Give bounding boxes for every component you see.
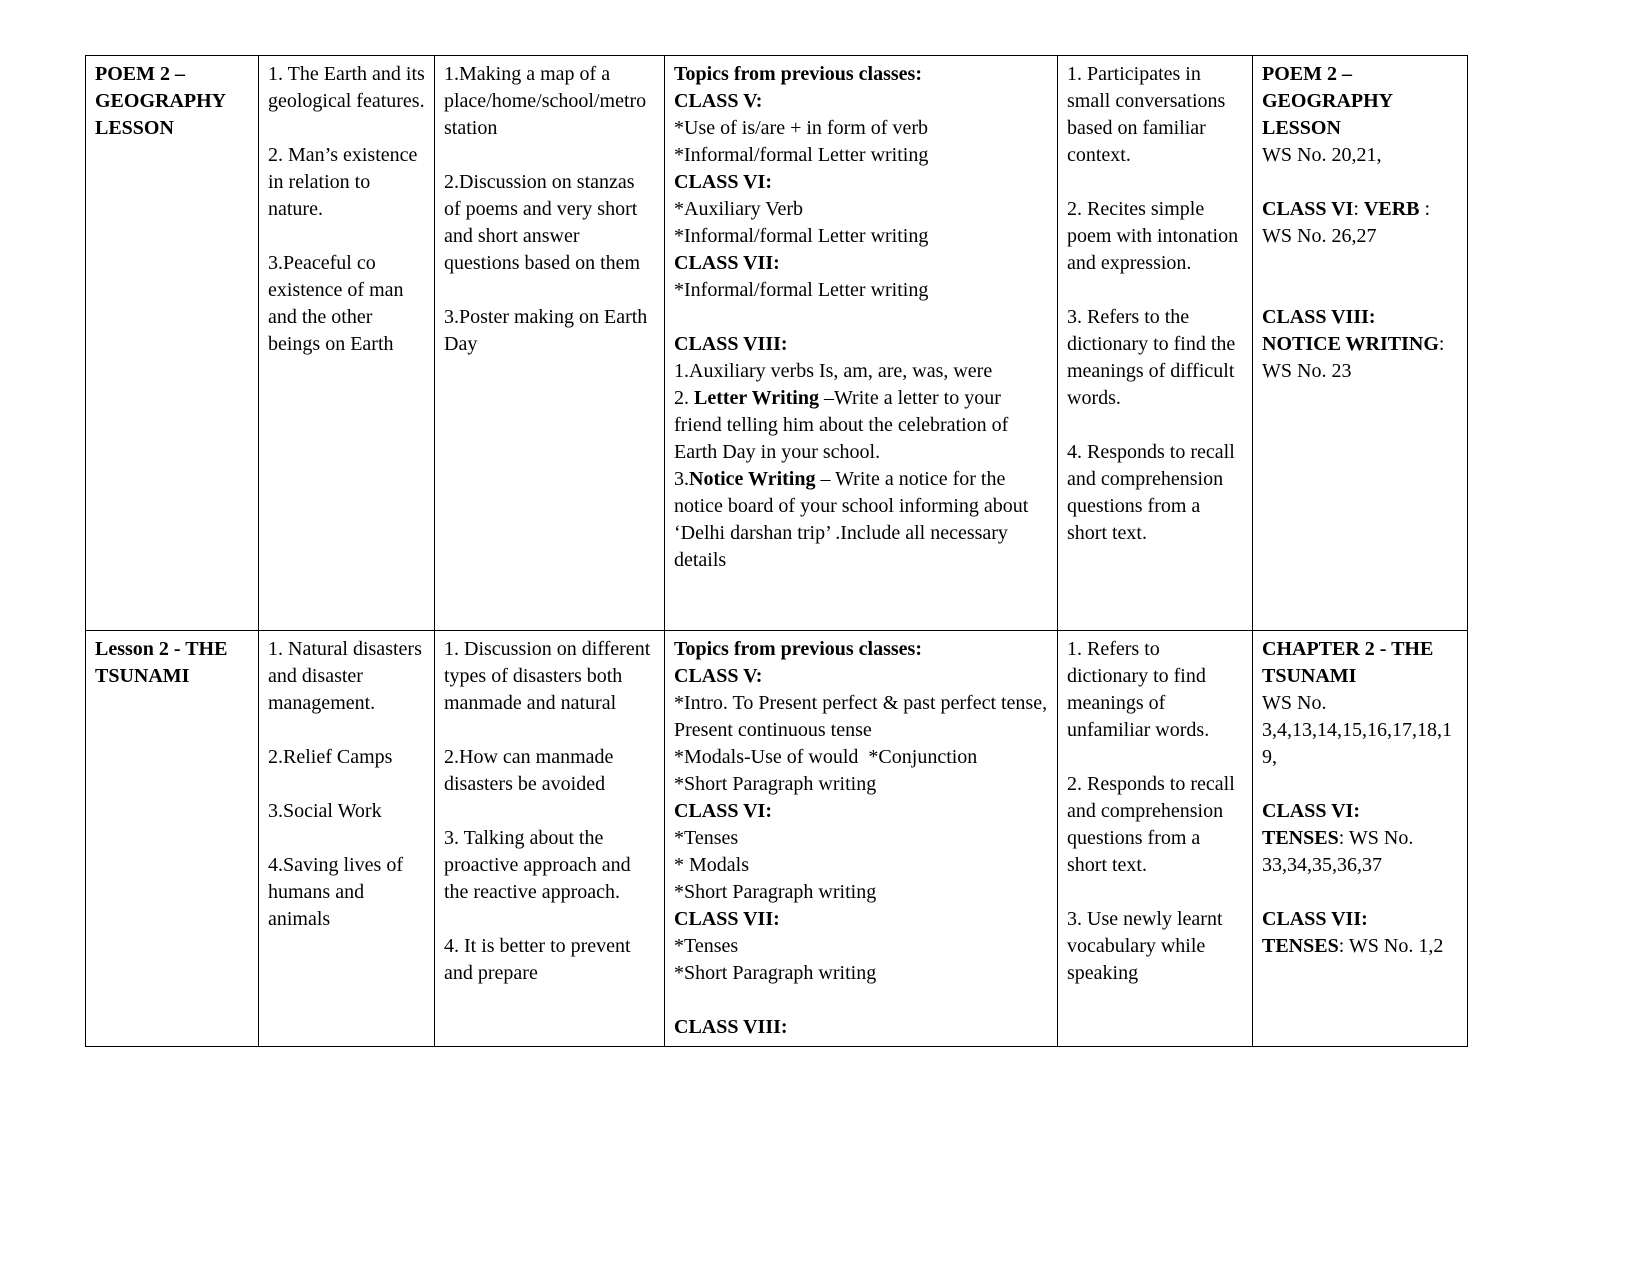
text-segment: 1. The Earth and its geological features. (268, 63, 430, 112)
text-line (1262, 142, 1459, 169)
text-line (674, 744, 1049, 771)
lesson-plan-table-body (86, 56, 1468, 1047)
text-segment: 2.Relief Camps (268, 746, 393, 768)
text-line (268, 250, 426, 358)
text-line (1067, 744, 1244, 771)
bold-text-segment: Notice Writing (689, 468, 816, 490)
text-segment: 3. Talking about the proactive approach and the reactive approach. (444, 827, 636, 903)
text-line (674, 277, 1049, 304)
text-line (1262, 250, 1459, 277)
text-line (444, 717, 656, 744)
text-segment: : (1419, 198, 1431, 220)
bold-text-segment: CLASS V: (674, 665, 763, 687)
text-segment: *Auxiliary Verb (674, 198, 804, 220)
text-segment: *Tenses (674, 935, 739, 957)
text-line (444, 744, 656, 798)
text-line (268, 223, 426, 250)
text-line (1262, 304, 1459, 331)
text-line (268, 61, 430, 115)
text-line (674, 663, 1049, 690)
text-line (674, 690, 1053, 744)
text-segment: *Informal/formal Letter writing (674, 225, 929, 247)
text-line (674, 169, 1049, 196)
text-line (268, 852, 426, 933)
text-line (1262, 933, 1459, 960)
bold-text-segment: CLASS VI: (1262, 800, 1360, 822)
text-segment: 1. Natural disasters and disaster management. (268, 638, 427, 714)
bold-text-segment: CLASS VII: (674, 908, 780, 930)
text-segment: 3.Poster making on Earth Day (444, 306, 653, 355)
text-line (1262, 223, 1459, 250)
text-segment: 2. (674, 387, 694, 409)
text-segment: 3.Peaceful co existence of man and the other beings on Earth (268, 252, 409, 355)
text-line (1262, 331, 1459, 385)
text-line (1262, 825, 1459, 879)
table-cell (1058, 56, 1253, 631)
bold-text-segment: Letter Writing (694, 387, 819, 409)
table-cell (86, 56, 259, 631)
bold-text-segment: POEM 2 – GEOGRAPHY LESSON (1262, 63, 1398, 139)
bold-text-segment: NOTICE WRITING (1262, 333, 1439, 355)
bold-text-segment: Lesson 2 - THE TSUNAMI (95, 638, 233, 687)
text-line (1262, 196, 1459, 223)
text-segment: 3. Refers to the dictionary to find the meanings of difficult words. (1067, 306, 1241, 409)
table-cell (1058, 631, 1253, 1047)
text-line (674, 852, 1049, 879)
text-line (1067, 771, 1244, 879)
text-line (444, 277, 656, 304)
bold-text-segment: CLASS VIII: (674, 1016, 788, 1038)
bold-text-segment: CLASS VIII: (1262, 306, 1376, 328)
table-cell (1253, 631, 1468, 1047)
bold-text-segment: CLASS VI: (674, 171, 772, 193)
text-line (1067, 304, 1244, 412)
text-line (1067, 412, 1244, 439)
text-line (444, 61, 656, 142)
text-segment: *Short Paragraph writing (674, 881, 877, 903)
text-segment: 1. Participates in small conversations based on familiar context. (1067, 63, 1231, 166)
text-segment: 2. Recites simple poem with intonation and expression. (1067, 198, 1244, 274)
text-line (268, 115, 426, 142)
table-cell (259, 56, 435, 631)
bold-text-segment: CLASS V: (674, 90, 763, 112)
text-line (674, 987, 1049, 1014)
text-line (674, 331, 1049, 358)
bold-text-segment: CLASS VII: (674, 252, 780, 274)
text-segment: WS No. 26,27 (1262, 225, 1377, 247)
bold-text-segment: CLASS VII: (1262, 908, 1368, 930)
text-line (674, 906, 1049, 933)
text-line (1067, 439, 1244, 547)
table-cell (665, 56, 1058, 631)
text-segment: WS No. 20,21, (1262, 144, 1382, 166)
text-line (1067, 196, 1244, 277)
text-line (674, 385, 1049, 466)
text-line (674, 825, 1049, 852)
table-cell (435, 56, 665, 631)
text-line (268, 825, 426, 852)
text-segment: : (1353, 198, 1364, 220)
text-line (674, 223, 1049, 250)
text-line (444, 798, 656, 825)
text-line (268, 798, 426, 825)
text-segment: WS No. 3,4,13,14,15,16,17,18,19, (1262, 692, 1452, 768)
text-line (444, 906, 656, 933)
text-line (1262, 690, 1459, 771)
text-segment: –Write a letter to your friend telling him about the celebration of Earth Day in your school. (674, 387, 1014, 463)
text-segment: 2. Responds to recall and comprehension questions from a short text. (1067, 773, 1240, 876)
text-segment: 2.Discussion on stanzas of poems and very short and short answer questions based on them (444, 171, 643, 274)
bold-text-segment: POEM 2 – GEOGRAPHY LESSON (95, 63, 231, 139)
text-segment: *Intro. To Present perfect & past perfect tense, Present continuous tense (674, 692, 1053, 741)
text-line (444, 933, 656, 987)
text-segment: : WS No. 1,2 (1338, 935, 1444, 957)
text-segment: * Modals (674, 854, 749, 876)
text-line (1262, 798, 1459, 825)
text-line (674, 358, 1049, 385)
table-row (86, 631, 1468, 1047)
text-line (674, 636, 1049, 663)
bold-text-segment: CLASS VIII: (674, 333, 788, 355)
text-line (1067, 61, 1244, 169)
text-line (268, 771, 426, 798)
lesson-plan-table (85, 55, 1468, 1047)
text-line (1262, 61, 1459, 142)
text-segment: : WS No. 23 (1262, 333, 1450, 382)
text-line (674, 798, 1049, 825)
text-line (1262, 636, 1459, 690)
bold-text-segment: TENSES (1262, 827, 1339, 849)
text-line (444, 825, 656, 906)
text-segment: 1. Discussion on different types of disasters both manmade and natural (444, 638, 656, 714)
bold-text-segment: CLASS VI: (674, 800, 772, 822)
text-line (674, 115, 1049, 142)
text-line (674, 88, 1049, 115)
bold-text-segment: CLASS VI (1262, 198, 1354, 220)
text-segment: 1.Auxiliary verbs Is, am, are, was, were (674, 360, 993, 382)
text-segment: : WS No. 33,34,35,36,37 (1262, 827, 1419, 876)
text-segment: 2.How can manmade disasters be avoided (444, 746, 619, 795)
table-row (86, 56, 1468, 631)
text-segment: 1. Refers to dictionary to find meanings of unfamiliar words. (1067, 638, 1211, 741)
bold-text-segment: VERB (1363, 198, 1420, 220)
text-line (674, 142, 1049, 169)
text-segment: 1.Making a map of a place/home/school/metro station (444, 63, 652, 139)
text-line (1067, 636, 1244, 744)
text-line (444, 142, 656, 169)
text-line (1262, 169, 1459, 196)
text-segment: *Short Paragraph writing (674, 962, 877, 984)
text-line (95, 636, 250, 690)
text-segment: *Informal/formal Letter writing (674, 144, 929, 166)
text-line (1067, 169, 1244, 196)
text-line (1262, 771, 1459, 798)
text-line (674, 1014, 1049, 1041)
text-line (674, 879, 1049, 906)
text-line (95, 61, 250, 142)
text-line (674, 196, 1049, 223)
text-segment: 4. Responds to recall and comprehension questions from a short text. (1067, 441, 1240, 544)
text-line (1262, 277, 1459, 304)
table-cell (86, 631, 259, 1047)
bold-text-segment: Topics from previous classes: (674, 638, 922, 660)
text-line (444, 169, 656, 277)
text-line (674, 771, 1049, 798)
text-line (268, 717, 426, 744)
text-line (674, 960, 1049, 987)
text-line (1262, 906, 1459, 933)
text-segment: *Informal/formal Letter writing (674, 279, 929, 301)
bold-text-segment: TENSES (1262, 935, 1339, 957)
text-line (674, 304, 1049, 331)
text-segment: *Modals-Use of would *Conjunction (674, 746, 978, 768)
text-segment: *Use of is/are + in form of verb (674, 117, 928, 139)
table-cell (435, 631, 665, 1047)
text-line (268, 744, 426, 771)
bold-text-segment: CHAPTER 2 - THE TSUNAMI (1262, 638, 1438, 687)
text-line (674, 61, 1049, 88)
text-segment: 3. Use newly learnt vocabulary while speaking (1067, 908, 1228, 984)
text-line (674, 466, 1049, 574)
table-cell (259, 631, 435, 1047)
text-line (1067, 277, 1244, 304)
text-segment: *Tenses (674, 827, 739, 849)
text-line (268, 142, 426, 223)
text-line (1067, 879, 1244, 906)
text-segment: 4. It is better to prevent and prepare (444, 935, 636, 984)
text-segment: *Short Paragraph writing (674, 773, 877, 795)
text-line (1262, 879, 1459, 906)
text-line (674, 933, 1049, 960)
bold-text-segment: Topics from previous classes: (674, 63, 922, 85)
text-segment: 2. Man’s existence in relation to nature. (268, 144, 423, 220)
text-segment: 3. (674, 468, 689, 490)
text-segment: 4.Saving lives of humans and animals (268, 854, 408, 930)
table-cell (1253, 56, 1468, 631)
text-line (444, 304, 656, 358)
table-cell (665, 631, 1058, 1047)
text-segment: – Write a notice for the notice board of your school informing about ‘Delhi darshan trip’ .Include all necessary details (674, 468, 1034, 571)
text-line (674, 250, 1049, 277)
text-segment: 3.Social Work (268, 800, 382, 822)
text-line (1067, 906, 1244, 987)
text-line (268, 636, 426, 717)
text-line (444, 636, 656, 717)
